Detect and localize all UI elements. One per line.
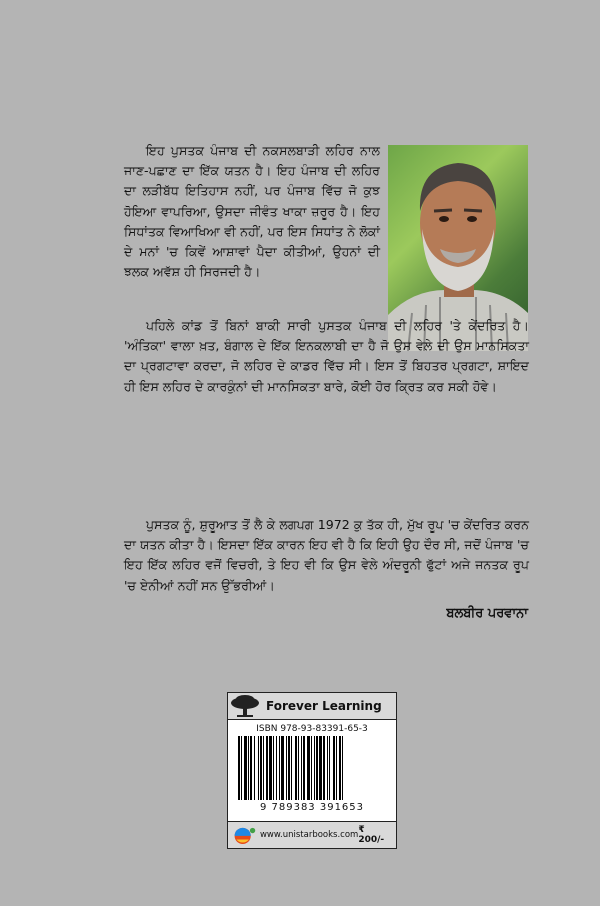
barcode-bar: [276, 736, 277, 800]
barcode-bar: [329, 736, 330, 800]
barcode-bar: [279, 736, 280, 800]
barcode-bar: [241, 736, 242, 800]
barcode-bar: [258, 736, 259, 800]
barcode-bar: [314, 736, 315, 800]
barcode-bars: [238, 736, 386, 800]
barcode-panel: [227, 692, 397, 849]
barcode-bar: [295, 736, 297, 800]
barcode-bar: [244, 736, 247, 800]
barcode-bar: [298, 736, 299, 800]
barcode-bar: [266, 736, 268, 800]
barcode-digits: 9 789383 391653: [259, 802, 365, 813]
tree-logo-icon: [228, 693, 262, 719]
barcode-bar: [307, 736, 310, 800]
barcode-bar: [339, 736, 341, 800]
barcode-header: [228, 693, 396, 720]
barcode-bar: [263, 736, 264, 800]
barcode-bar: [311, 736, 312, 800]
publisher-tagline: Forever Learning: [266, 699, 382, 713]
barcode-bar: [327, 736, 328, 800]
barcode-bar: [336, 736, 337, 800]
barcode-bar: [269, 736, 272, 800]
barcode-bar: [319, 736, 322, 800]
blurb-paragraph-1: ਇਹ ਪੁਸਤਕ ਪੰਜਾਬ ਦੀ ਨਕਸਲਬਾੜੀ ਲਹਿਰ ਨਾਲ ਜਾਣ-ਪਛਾਣ ਦਾ ਇੱਕ ਯਤਨ ਹੈ। ਇਹ ਪੰਜਾਬ ਦੀ ਲਹਿਰ ਦਾ ਲੜੀਬੱਧ ਇਤਿਹਾਸ ਨਹੀਂ, ਪਰ ਪੰਜਾਬ ਵਿੱਚ ਜੋ ਕੁਝ ਹੋਇਆ ਵਾਪਰਿਆ, ਉਸਦਾ ਜੀਵੰਤ ਖਾਕਾ ਜ਼ਰੂਰ ਹੈ। ਇਹ ਸਿਧਾਂਤਕ ਵਿਆਖਿਆ ਵੀ ਨਹੀਂ, ਪਰ ਇਸ ਸਿਧਾਂਤ ਨੇ ਲੋਕਾਂ ਦੇ ਮਨਾਂ 'ਚ ਕਿਵੇਂ ਆਸ਼ਾਵਾਂ ਪੈਦਾ ਕੀਤੀਆਂ, ਉਹਨਾਂ ਦੀ ਝਲਕ ਅਵੱਸ਼ ਹੀ ਸਿਰਜਦੀ ਹੈ।: [124, 143, 380, 280]
barcode-footer: [228, 821, 396, 848]
publisher-logo-icon: [231, 824, 258, 846]
barcode-bar: [286, 736, 287, 800]
barcode-bar: [301, 736, 302, 800]
author-name: ਬਲਬੀਰ ਪਰਵਾਨਾ: [446, 606, 528, 621]
barcode-bar: [333, 736, 335, 800]
barcode-bar: [303, 736, 305, 800]
barcode-bar: [273, 736, 274, 800]
barcode-bar: [323, 736, 325, 800]
barcode-bar: [281, 736, 284, 800]
price-label: ₹ 200/-: [358, 825, 385, 845]
barcode-bar: [250, 736, 252, 800]
barcode-bar: [288, 736, 290, 800]
barcode-bar: [291, 736, 292, 800]
barcode-bar: [342, 736, 343, 800]
barcode-bar: [238, 736, 240, 800]
barcode-bar: [316, 736, 318, 800]
barcode-bar: [254, 736, 255, 800]
barcode-bar: [260, 736, 262, 800]
blurb-paragraph-3: ਪੁਸਤਕ ਨੂੰ, ਸ਼ੁਰੂਆਤ ਤੋਂ ਲੈ ਕੇ ਲਗਪਗ 1972 ਕੁ ਤੱਕ ਹੀ, ਮੁੱਖ ਰੂਪ 'ਚ ਕੇਂਦਰਿਤ ਕਰਨ ਦਾ ਯਤਨ ਕੀਤਾ ਹੈ। ਇਸਦਾ ਇੱਕ ਕਾਰਨ ਇਹ ਵੀ ਹੈ ਕਿ ਇਹੀ ਉਹ ਦੌਰ ਸੀ, ਜਦੋਂ ਪੰਜਾਬ 'ਚ ਇਹ ਇੱਕ ਲਹਿਰ ਵਜੋਂ ਵਿਚਰੀ, ਤੇ ਇਹ ਵੀ ਕਿ ਉਸ ਵੇਲੇ ਅੰਦਰੂਨੀ ਫੁੱਟਾਂ ਅਜੇ ਜਨਤਕ ਰੂਪ 'ਚ ਏਨੀਆਂ ਨਹੀਂ ਸਨ ਉੱਭਰੀਆਂ।: [124, 517, 529, 593]
publisher-url: www.unistarbooks.com: [259, 830, 359, 840]
blurb-paragraph-2: ਪਹਿਲੇ ਕਾਂਡ ਤੋਂ ਬਿਨਾਂ ਬਾਕੀ ਸਾਰੀ ਪੁਸਤਕ ਪੰਜਾਬ ਦੀ ਲਹਿਰ 'ਤੇ ਕੇਂਦਰਿਤ ਹੈ। 'ਅੰਤਿਕਾ' ਵਾਲਾ ਖ਼ਤ, ਬੰਗਾਲ ਦੇ ਇੱਕ ਇਨਕਲਾਬੀ ਦਾ ਹੈ ਜੋ ਉਸ ਵੇਲੇ ਦੀ ਉਸ ਮਾਨਸਿਕਤਾ ਦਾ ਪ੍ਰਗਟਾਵਾ ਕਰਦਾ, ਜੋ ਲਹਿਰ ਦੇ ਕਾਡਰ ਵਿੱਚ ਸੀ। ਇਸ ਤੋਂ ਬਿਹਤਰ ਪ੍ਰਗਟਾ, ਸ਼ਾਇਦ ਹੀ ਇਸ ਲਹਿਰ ਦੇ ਕਾਰਕੁੰਨਾਂ ਦੀ ਮਾਨਸਿਕਤਾ ਬਾਰੇ, ਕੋਈ ਹੋਰ ਕ੍ਰਿਤ ਕਰ ਸਕੀ ਹੋਵੇ।: [124, 318, 529, 394]
isbn-label: ISBN 978-93-83391-65-3: [256, 724, 368, 734]
barcode-bar: [248, 736, 249, 800]
